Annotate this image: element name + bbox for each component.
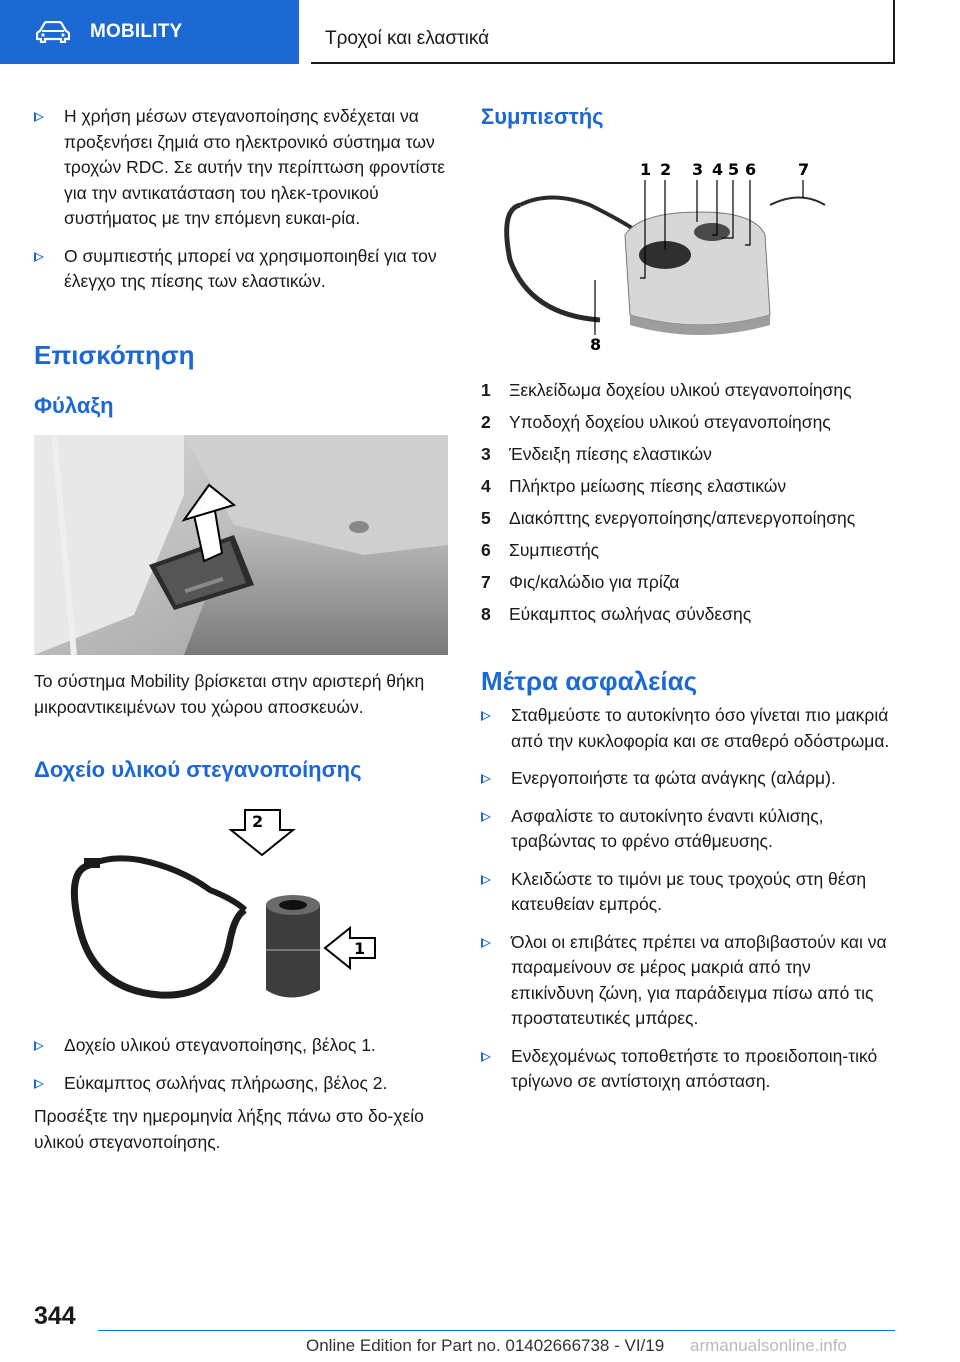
container-bullets <box>34 1033 449 1108</box>
bullet-triangle-icon <box>34 1079 44 1089</box>
legend-text: Ξεκλείδωμα δοχείου υλικού στεγανοποίησης <box>509 380 852 400</box>
footer-divider <box>98 1330 895 1331</box>
legend-text: Πλήκτρο μείωσης πίεσης ελαστικών <box>509 476 787 496</box>
edition-text: Online Edition for Part no. 01402666738 - VI/19 <box>306 1336 665 1355</box>
legend-number: 2 <box>481 412 491 432</box>
watermark-text: armanualsonline.info <box>690 1336 847 1355</box>
left-intro-bullets <box>34 104 449 307</box>
list-item: Ο συμπιεστής μπορεί να χρησιμοποιηθεί για τον έλεγχο της πίεσης των ελαστικών. <box>34 244 449 295</box>
section-label: MOBILITY <box>90 21 183 42</box>
svg-text:4: 4 <box>712 160 724 179</box>
bullet-triangle-icon <box>481 1052 491 1062</box>
legend-number: 1 <box>481 380 491 400</box>
bullet-triangle-icon <box>481 774 491 784</box>
legend-text: Ένδειξη πίεσης ελαστικών <box>509 444 712 464</box>
storage-compartment-image <box>34 435 448 655</box>
legend-text: Εύκαμπτος σωλήνας σύνδεσης <box>509 604 752 624</box>
list-item: Εύκαμπτος σωλήνας πλήρωσης, βέλος 2. <box>34 1071 449 1097</box>
chapter-header <box>311 0 895 64</box>
list-item: Ασφαλίστε το αυτοκίνητο έναντι κύλισης, τραβώντας το φρένο στάθμευσης. <box>481 804 896 855</box>
list-item: Κλειδώστε το τιμόνι με τους τροχούς στη θέση κατευθείαν εμπρός. <box>481 867 896 918</box>
list-item: Δοχείο υλικού στεγανοποίησης, βέλος 1. <box>34 1033 449 1059</box>
legend-number: 5 <box>481 508 491 528</box>
bullet-triangle-icon <box>34 1041 44 1051</box>
svg-text:6: 6 <box>745 160 757 179</box>
page-number: 344 <box>34 1302 76 1330</box>
legend-number: 7 <box>481 572 491 592</box>
svg-text:5: 5 <box>728 160 740 179</box>
legend-number: 4 <box>481 476 491 496</box>
bullet-triangle-icon <box>34 252 44 262</box>
compressor-image <box>500 150 830 360</box>
legend-text: Υποδοχή δοχείου υλικού στεγανοποίησης <box>509 412 831 432</box>
sealant-container-image <box>70 800 400 1015</box>
heading-overview: Επισκόπηση <box>34 340 195 370</box>
bullet-triangle-icon <box>34 112 44 122</box>
callout-label-1: 1 <box>354 939 366 958</box>
bullet-triangle-icon <box>481 875 491 885</box>
list-item: Ενδεχομένως τοποθετήστε το προειδοποιη‐τικό τρίγωνο σε αντίστοιχη απόσταση. <box>481 1044 896 1095</box>
svg-text:1: 1 <box>640 160 652 179</box>
bullet-triangle-icon <box>481 711 491 721</box>
heading-container: Δοχείο υλικού στεγανοποίησης <box>34 757 362 782</box>
chapter-title: Τροχοί και ελαστικά <box>325 28 490 49</box>
heading-storage: Φύλαξη <box>34 393 114 418</box>
heading-safety: Μέτρα ασφαλείας <box>481 666 698 696</box>
legend-text: Διακόπτης ενεργοποίησης/απενεργοποίησης <box>509 508 856 528</box>
legend-text: Συμπιεστής <box>509 540 600 560</box>
legend-number: 6 <box>481 540 491 560</box>
svg-text:3: 3 <box>692 160 704 179</box>
svg-text:8: 8 <box>590 335 602 354</box>
bullet-triangle-icon <box>481 938 491 948</box>
section-tab[interactable] <box>0 0 299 64</box>
legend-text: Φις/καλώδιο για πρίζα <box>509 572 680 592</box>
list-item: Ενεργοποιήστε τα φώτα ανάγκης (αλάρμ). <box>481 766 896 792</box>
list-item: Σταθμεύστε το αυτοκίνητο όσο γίνεται πιο μακριά από την κυκλοφορία και σε σταθερό οδόστρωμα. <box>481 703 896 754</box>
list-item: Όλοι οι επιβάτες πρέπει να αποβιβαστούν και να παραμείνουν σε μέρος μακριά από την επικίνδυνη ζώνη, για παράδειγμα πίσω από τις προστατευτικές μπάρες. <box>481 930 896 1032</box>
car-icon <box>36 21 70 43</box>
callout-label-2: 2 <box>252 812 264 831</box>
storage-text: Το σύστημα Mobility βρίσκεται στην αριστερή θήκη μικροαντικειμένων του χώρου αποσκευών. <box>34 671 425 717</box>
legend-number: 3 <box>481 444 491 464</box>
safety-bullets <box>481 703 896 1107</box>
bullet-triangle-icon <box>481 812 491 822</box>
svg-text:2: 2 <box>660 160 672 179</box>
heading-compressor: Συμπιεστής <box>481 104 604 129</box>
container-note: Προσέξτε την ημερομηνία λήξης πάνω στο δο‐χείο υλικού στεγανοποίησης. <box>34 1106 424 1152</box>
legend-number: 8 <box>481 604 491 624</box>
svg-text:7: 7 <box>798 160 810 179</box>
list-item: Η χρήση μέσων στεγανοποίησης ενδέχεται να προξενήσει ζημιά στο ηλεκτρονικό σύστημα των τροχών RDC. Σε αυτήν την περίπτωση φροντίστε για την αντικατάσταση του ηλεκ‐τρονικού συστήματος με την επόμενη ευκαι‐ρία. <box>34 104 449 232</box>
